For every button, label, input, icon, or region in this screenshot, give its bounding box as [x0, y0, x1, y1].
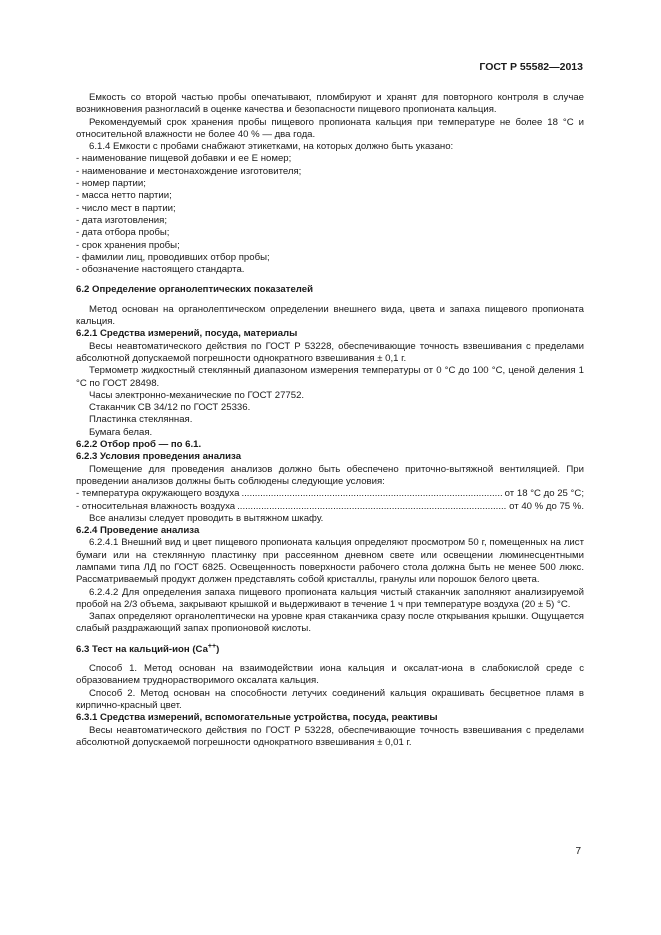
paragraph: 6.1.4 Емкости с пробами снабжают этикетками, на которых должно быть указано:	[89, 141, 454, 153]
paragraph: Рекомендуемый срок хранения пробы пищевого пропионата кальция при температуре не более 18 °С и относительной влажности не более 40 % — два года.	[76, 116, 584, 140]
dot-leader	[241, 488, 502, 500]
condition-value: от 40 % до 75 %.	[509, 500, 584, 512]
paragraph: Пластинка стеклянная.	[89, 414, 193, 426]
list-item: - фамилии лиц, проводивших отбор пробы;	[76, 251, 270, 263]
list-item: - наименование и местонахождение изготовителя;	[76, 165, 302, 177]
subsection-heading: 6.2.4 Проведение анализа	[76, 525, 200, 537]
list-item: - число мест в партии;	[76, 202, 176, 214]
condition-label: - температура окружающего воздуха	[76, 488, 240, 500]
subsection-heading: 6.3.1 Средства измерений, вспомогательные устройства, посуда, реактивы	[76, 712, 438, 724]
paragraph: Весы неавтоматического действия по ГОСТ Р 53228, обеспечивающие точность взвешивания с пределами абсолютной допускаемой погрешности однократного взвешивания ± 0,1 г.	[76, 340, 584, 364]
document-body	[76, 92, 584, 749]
list-item: - дата отбора пробы;	[76, 227, 170, 239]
page-number: 7	[575, 846, 581, 857]
paragraph: 6.2.4.1 Внешний вид и цвет пищевого пропионата кальция определяют просмотром 50 г, помещенных на лист бумаги или на стеклянную пластинку при рассеянном дневном свете или освещении люминесцентными лампами типа ЛД по ГОСТ 6825. Освещенность поверхности рабочего стола должна быть не менее 500 люкс. Рассматриваемый продукт должен представлять собой кристаллы, гранулы или порошок белого цвета.	[76, 537, 584, 586]
condition-row	[76, 488, 584, 500]
list-item: - срок хранения пробы;	[76, 239, 180, 251]
dot-leader	[237, 501, 507, 513]
condition-value: от 18 °С до 25 °С;	[504, 488, 584, 500]
list-item: - наименование пищевой добавки и ее Е номер;	[76, 153, 292, 165]
paragraph: Термометр жидкостный стеклянный диапазоном измерения температуры от 0 °С до 100 °С, ценой деления 1 °С по ГОСТ 28498.	[76, 365, 584, 389]
subsection-heading: 6.2.2 Отбор проб — по 6.1.	[76, 439, 202, 451]
list-item: - номер партии;	[76, 178, 146, 190]
paragraph: Способ 2. Метод основан на способности летучих соединений кальция окрашивать бесцветное пламя в кирпично-красный цвет.	[76, 687, 584, 711]
paragraph: Часы электронно-механические по ГОСТ 27752.	[89, 389, 305, 401]
paragraph: Запах определяют органолептически на уровне края стаканчика сразу после открывания крышки. Ощущается слабый раздражающий запах пропионовой кислоты.	[76, 611, 584, 635]
paragraph: 6.2.4.2 Для определения запаха пищевого пропионата кальция чистый стаканчик заполняют анализируемой пробой на 2/3 объема, закрывают крышкой и выдерживают в течение 1 ч при температуре воздуха (20 ± 5) °С.	[76, 586, 584, 610]
paragraph: Емкость со второй частью пробы опечатывают, пломбируют и хранят для повторного контроля в случае возникновения разногласий в оценке качества и безопасности пищевого пропионата кальция.	[76, 92, 584, 116]
condition-label: - относительная влажность воздуха	[76, 500, 236, 512]
paragraph: Все анализы следует проводить в вытяжном шкафу.	[89, 512, 324, 524]
subsection-heading: 6.2.1 Средства измерений, посуда, материалы	[76, 328, 298, 340]
list-item: - дата изготовления;	[76, 214, 167, 226]
section-heading: 6.2 Определение органолептических показателей	[76, 284, 313, 296]
paragraph: Способ 1. Метод основан на взаимодействии иона кальция и оксалат-иона в слабокислой среде с образованием труднорастворимого оксалата кальция.	[76, 663, 584, 687]
list-item: - обозначение настоящего стандарта.	[76, 264, 245, 276]
section-heading: 6.3 Тест на кальций-ион (Са++)	[76, 642, 220, 655]
paragraph: Метод основан на органолептическом определении внешнего вида, цвета и запаха пищевого пропионата кальция.	[76, 303, 584, 328]
paragraph: Помещение для проведения анализов должно быть обеспечено приточно-вытяжной вентиляцией. При проведении анализов должны быть соблюдены следующие условия:	[76, 463, 584, 487]
list-item: - масса нетто партии;	[76, 190, 172, 202]
paragraph: Бумага белая.	[89, 426, 153, 438]
document-header: ГОСТ Р 55582—2013	[479, 61, 583, 73]
subsection-heading: 6.2.3 Условия проведения анализа	[76, 451, 242, 463]
condition-row	[76, 501, 584, 513]
paragraph: Весы неавтоматического действия по ГОСТ Р 53228, обеспечивающие точность взвешивания с пределами абсолютной допускаемой погрешности однократного взвешивания ± 0,01 г.	[76, 724, 584, 748]
paragraph: Стаканчик СВ 34/12 по ГОСТ 25336.	[89, 402, 251, 414]
